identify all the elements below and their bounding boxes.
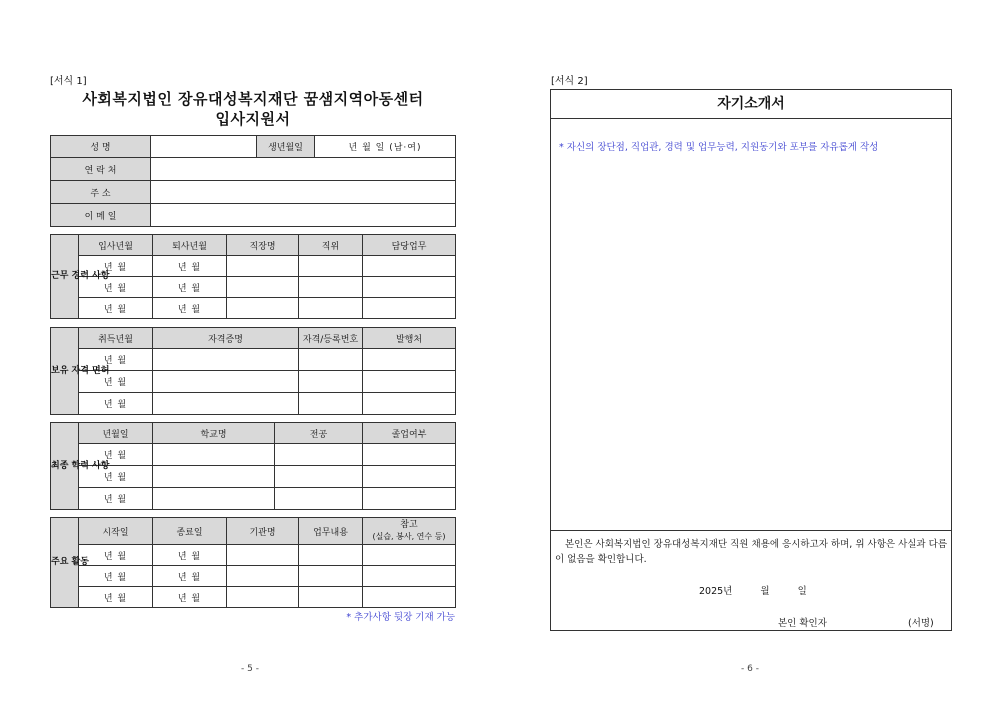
career-header: 담당업무 <box>363 235 456 256</box>
activity-start-cell[interactable]: 년 월 <box>79 545 153 566</box>
form-label-2: [서식 2] <box>551 76 588 87</box>
table-cell[interactable] <box>153 444 275 466</box>
signature-label[interactable]: (서명) <box>908 618 934 629</box>
table-cell[interactable] <box>299 256 363 277</box>
name-field[interactable] <box>151 136 257 158</box>
address-label: 주 소 <box>51 181 151 204</box>
table-cell[interactable] <box>227 587 299 608</box>
table-cell[interactable] <box>363 488 456 510</box>
career-end-cell[interactable]: 년 월 <box>153 277 227 298</box>
table-cell[interactable] <box>363 545 456 566</box>
education-table <box>50 422 456 510</box>
table-row <box>51 587 456 608</box>
table-row <box>51 444 456 466</box>
license-header: 발행처 <box>363 328 456 349</box>
table-cell[interactable] <box>363 444 456 466</box>
date-year: 2025년 <box>699 586 733 597</box>
table-row <box>51 277 456 298</box>
table-cell[interactable] <box>153 488 275 510</box>
declaration-text: 본인은 사회복지법인 장유대성복지재단 직원 채용에 응시하고자 하며, 위 사항은 사실과 다름이 없음을 확인합니다. <box>555 539 947 565</box>
career-start-cell[interactable]: 년 월 <box>79 256 153 277</box>
self-intro-title: 자기소개서 <box>717 96 785 112</box>
table-cell[interactable] <box>227 256 299 277</box>
education-header: 년월일 <box>79 423 153 444</box>
table-row <box>51 466 456 488</box>
table-cell[interactable] <box>153 371 299 393</box>
table-row <box>51 488 456 510</box>
table-row <box>51 371 456 393</box>
personal-info-table <box>50 135 456 227</box>
career-start-cell[interactable]: 년 월 <box>79 277 153 298</box>
activities-header: 업무내용 <box>299 518 363 545</box>
table-cell[interactable] <box>363 371 456 393</box>
table-cell[interactable] <box>299 545 363 566</box>
reference-header-line1: 참고 <box>400 520 418 530</box>
table-cell[interactable] <box>299 277 363 298</box>
table-cell[interactable] <box>153 349 299 371</box>
education-header: 졸업여부 <box>363 423 456 444</box>
signer-label: 본인 확인자 <box>778 618 827 629</box>
activity-start-cell[interactable]: 년 월 <box>79 566 153 587</box>
table-cell[interactable] <box>275 444 363 466</box>
name-label: 성 명 <box>51 136 151 158</box>
education-side-label: 최종 학력 사항 <box>51 423 79 510</box>
career-end-cell[interactable]: 년 월 <box>153 256 227 277</box>
education-date-cell[interactable]: 년 월 <box>79 466 153 488</box>
date-month: 월 <box>760 586 770 597</box>
career-table <box>50 234 456 319</box>
table-cell[interactable] <box>227 298 299 319</box>
table-cell[interactable] <box>299 587 363 608</box>
table-row <box>51 349 456 371</box>
career-end-cell[interactable]: 년 월 <box>153 298 227 319</box>
license-date-cell[interactable]: 년 월 <box>79 393 153 415</box>
page-number-left: - 5 - <box>241 664 259 674</box>
page-number-right: - 6 - <box>741 664 759 674</box>
license-date-cell[interactable]: 년 월 <box>79 349 153 371</box>
career-start-cell[interactable]: 년 월 <box>79 298 153 319</box>
license-side-label: 보유 자격 면허 <box>51 328 79 415</box>
table-cell[interactable] <box>299 393 363 415</box>
career-side-label: 근무 경력 사항 <box>51 235 79 319</box>
career-header: 입사년월 <box>79 235 153 256</box>
table-cell[interactable] <box>299 371 363 393</box>
license-header: 취득년월 <box>79 328 153 349</box>
activities-header: 기관명 <box>227 518 299 545</box>
activities-header-reference <box>363 518 456 545</box>
career-header: 직장명 <box>227 235 299 256</box>
application-title-line2: 입사지원서 <box>215 110 291 128</box>
table-cell[interactable] <box>227 277 299 298</box>
contact-label: 연 락 처 <box>51 158 151 181</box>
activity-end-cell[interactable]: 년 월 <box>153 587 227 608</box>
activities-header: 종료일 <box>153 518 227 545</box>
table-row <box>51 566 456 587</box>
education-date-cell[interactable]: 년 월 <box>79 488 153 510</box>
email-field[interactable] <box>151 204 456 227</box>
license-date-cell[interactable]: 년 월 <box>79 371 153 393</box>
table-cell[interactable] <box>363 587 456 608</box>
table-cell[interactable] <box>227 545 299 566</box>
education-date-cell[interactable]: 년 월 <box>79 444 153 466</box>
birth-label: 생년월일 <box>257 136 315 158</box>
self-intro-title-box <box>550 89 952 119</box>
license-header: 자격증명 <box>153 328 299 349</box>
table-row <box>51 256 456 277</box>
table-cell[interactable] <box>153 466 275 488</box>
education-header: 전공 <box>275 423 363 444</box>
activities-side-label: 주요 활동 <box>51 518 79 608</box>
table-cell[interactable] <box>363 298 456 319</box>
reference-header-line2: (실습, 봉사, 연수 등) <box>372 532 446 541</box>
table-cell[interactable] <box>299 566 363 587</box>
table-cell[interactable] <box>299 349 363 371</box>
table-cell[interactable] <box>275 488 363 510</box>
career-header: 퇴사년월 <box>153 235 227 256</box>
form-label-1: [서식 1] <box>50 76 87 87</box>
application-title-line1: 사회복지법인 장유대성복지재단 꿈샘지역아동센터 <box>82 90 424 108</box>
activity-start-cell[interactable]: 년 월 <box>79 587 153 608</box>
table-cell[interactable] <box>363 466 456 488</box>
email-label: 이 메 일 <box>51 204 151 227</box>
career-header: 직위 <box>299 235 363 256</box>
contact-field[interactable] <box>151 158 456 181</box>
table-row <box>51 545 456 566</box>
table-cell[interactable] <box>299 298 363 319</box>
table-cell[interactable] <box>153 393 299 415</box>
declaration-box <box>550 530 952 631</box>
table-cell[interactable] <box>275 466 363 488</box>
table-row <box>51 393 456 415</box>
birth-field[interactable]: 년 월 일 (남·여) <box>315 136 456 158</box>
table-cell[interactable] <box>363 393 456 415</box>
activity-end-cell[interactable]: 년 월 <box>153 566 227 587</box>
license-table <box>50 327 456 415</box>
table-row <box>51 298 456 319</box>
additional-note: * 추가사항 뒷장 기재 가능 <box>346 612 455 623</box>
table-cell[interactable] <box>363 277 456 298</box>
table-cell[interactable] <box>227 566 299 587</box>
self-intro-writing-area[interactable] <box>550 118 952 531</box>
table-cell[interactable] <box>363 349 456 371</box>
activities-table <box>50 517 456 608</box>
table-cell[interactable] <box>363 256 456 277</box>
date-day: 일 <box>797 586 807 597</box>
date-line <box>699 583 807 597</box>
activity-end-cell[interactable]: 년 월 <box>153 545 227 566</box>
address-field[interactable] <box>151 181 456 204</box>
education-header: 학교명 <box>153 423 275 444</box>
self-intro-instruction: * 자신의 장단점, 직업관, 경력 및 업무능력, 지원동기와 포부를 자유롭게 작성 <box>559 142 879 153</box>
table-cell[interactable] <box>363 566 456 587</box>
license-header: 자격/등록번호 <box>299 328 363 349</box>
activities-header: 시작일 <box>79 518 153 545</box>
